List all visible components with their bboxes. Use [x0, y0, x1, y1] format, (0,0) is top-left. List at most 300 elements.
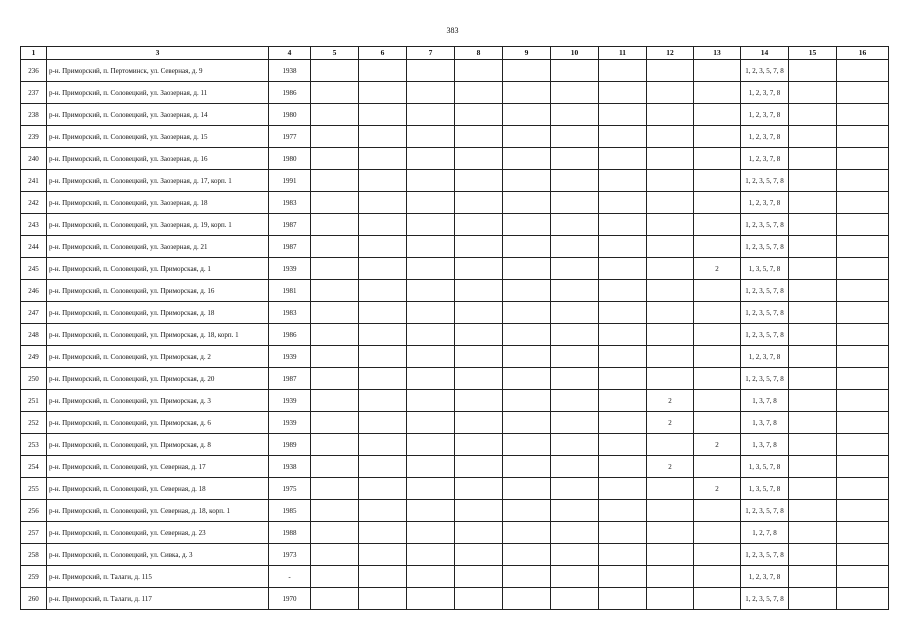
table-cell [789, 258, 837, 280]
table-cell [789, 148, 837, 170]
table-cell [789, 280, 837, 302]
table-cell [837, 258, 889, 280]
table-cell [599, 214, 647, 236]
table-cell [599, 390, 647, 412]
table-row [21, 412, 889, 434]
table-row [21, 456, 889, 478]
table-cell [551, 456, 599, 478]
table-cell: 1987 [269, 368, 311, 390]
table-cell [551, 500, 599, 522]
table-cell: 1, 3, 7, 8 [741, 390, 789, 412]
table-row [21, 566, 889, 588]
table-cell [311, 82, 359, 104]
table-cell [407, 412, 455, 434]
table-cell [837, 82, 889, 104]
table-cell [551, 544, 599, 566]
column-header: 3 [47, 47, 269, 60]
table-cell [789, 324, 837, 346]
table-cell [647, 522, 694, 544]
table-cell [455, 412, 503, 434]
table-cell [837, 500, 889, 522]
table-cell: 1977 [269, 126, 311, 148]
table-cell [837, 522, 889, 544]
table-cell [647, 148, 694, 170]
table-cell [455, 588, 503, 610]
table-cell: 246 [21, 280, 47, 302]
table-cell [311, 280, 359, 302]
table-cell: 1, 3, 7, 8 [741, 434, 789, 456]
table-cell [455, 236, 503, 258]
table-cell: 253 [21, 434, 47, 456]
table-cell [694, 170, 741, 192]
table-cell [551, 148, 599, 170]
table-cell [694, 148, 741, 170]
table-row [21, 368, 889, 390]
table-cell [551, 192, 599, 214]
table-cell [599, 60, 647, 82]
table-row [21, 522, 889, 544]
table-cell [455, 368, 503, 390]
table-cell [789, 588, 837, 610]
table-cell [599, 258, 647, 280]
table-cell [837, 236, 889, 258]
column-header: 14 [741, 47, 789, 60]
table-cell [455, 522, 503, 544]
table-cell: 1939 [269, 346, 311, 368]
table-cell [407, 368, 455, 390]
table-cell [407, 60, 455, 82]
column-header: 13 [694, 47, 741, 60]
table-cell [599, 104, 647, 126]
table-cell: 1, 2, 3, 5, 7, 8 [741, 170, 789, 192]
table-cell: 241 [21, 170, 47, 192]
table-cell: 1986 [269, 82, 311, 104]
table-cell [311, 544, 359, 566]
table-cell [359, 258, 407, 280]
table-cell [599, 434, 647, 456]
table-cell: 1, 2, 3, 5, 7, 8 [741, 60, 789, 82]
table-cell [789, 390, 837, 412]
table-cell [503, 346, 551, 368]
table-row [21, 346, 889, 368]
table-cell: 249 [21, 346, 47, 368]
table-cell: р-н. Приморский, п. Соловецкий, ул. Приморская, д. 2 [47, 346, 269, 368]
table-cell [503, 456, 551, 478]
table-cell [407, 434, 455, 456]
table-cell [837, 544, 889, 566]
table-cell: 255 [21, 478, 47, 500]
table-cell [599, 346, 647, 368]
table-cell: р-н. Приморский, п. Соловецкий, ул. Приморская, д. 6 [47, 412, 269, 434]
table-cell [407, 170, 455, 192]
table-cell: 1, 2, 3, 5, 7, 8 [741, 368, 789, 390]
table-cell: 1983 [269, 192, 311, 214]
table-cell: 236 [21, 60, 47, 82]
table-cell [551, 346, 599, 368]
table-cell [455, 104, 503, 126]
table-cell: р-н. Приморский, п. Соловецкий, ул. Приморская, д. 18 [47, 302, 269, 324]
table-cell [647, 126, 694, 148]
table-cell: 1980 [269, 104, 311, 126]
table-cell [551, 368, 599, 390]
table-cell [407, 82, 455, 104]
table-cell [599, 324, 647, 346]
table-cell: 1988 [269, 522, 311, 544]
table-row [21, 104, 889, 126]
table-cell [455, 82, 503, 104]
table-cell: 1, 2, 3, 5, 7, 8 [741, 302, 789, 324]
table-cell [837, 214, 889, 236]
table-cell [551, 522, 599, 544]
table-row [21, 258, 889, 280]
table-cell [407, 522, 455, 544]
table-cell [694, 302, 741, 324]
table-cell [789, 126, 837, 148]
table-cell [647, 192, 694, 214]
table-cell: 1, 2, 3, 7, 8 [741, 126, 789, 148]
table-cell: 1, 2, 3, 5, 7, 8 [741, 544, 789, 566]
column-header: 12 [647, 47, 694, 60]
table-cell: 1973 [269, 544, 311, 566]
table-cell: 1980 [269, 148, 311, 170]
table-cell: р-н. Приморский, п. Соловецкий, ул. Приморская, д. 8 [47, 434, 269, 456]
table-cell [789, 214, 837, 236]
table-cell [455, 478, 503, 500]
table-cell [311, 104, 359, 126]
table-cell: 254 [21, 456, 47, 478]
table-cell [551, 104, 599, 126]
table-cell [503, 522, 551, 544]
table-cell [599, 544, 647, 566]
table-cell [599, 456, 647, 478]
table-cell: 1987 [269, 236, 311, 258]
table-cell [407, 126, 455, 148]
table-cell: р-н. Приморский, п. Соловецкий, ул. Северная, д. 17 [47, 456, 269, 478]
table-cell: 1985 [269, 500, 311, 522]
table-cell [311, 500, 359, 522]
table-cell [311, 434, 359, 456]
table-cell: 250 [21, 368, 47, 390]
table-row [21, 192, 889, 214]
table-cell [694, 346, 741, 368]
table-cell [311, 126, 359, 148]
table-cell [551, 258, 599, 280]
table-cell [599, 412, 647, 434]
table-cell: 1, 3, 5, 7, 8 [741, 478, 789, 500]
table-cell: 1939 [269, 258, 311, 280]
table-cell [789, 192, 837, 214]
table-cell: р-н. Приморский, п. Талаги, д. 117 [47, 588, 269, 610]
table-row [21, 588, 889, 610]
table-cell [311, 192, 359, 214]
table-cell [647, 346, 694, 368]
table-cell [407, 566, 455, 588]
table-cell [789, 478, 837, 500]
table-cell: 1, 2, 3, 7, 8 [741, 148, 789, 170]
table-cell [359, 104, 407, 126]
table-cell [837, 170, 889, 192]
column-header: 7 [407, 47, 455, 60]
table-cell: 2 [694, 258, 741, 280]
column-header: 15 [789, 47, 837, 60]
table-cell [311, 456, 359, 478]
table-cell: 238 [21, 104, 47, 126]
table-cell: - [269, 566, 311, 588]
table-cell [647, 566, 694, 588]
table-cell [694, 82, 741, 104]
table-cell [311, 566, 359, 588]
table-cell [407, 280, 455, 302]
table-cell: р-н. Приморский, п. Пертоминск, ул. Северная, д. 9 [47, 60, 269, 82]
column-header: 9 [503, 47, 551, 60]
table-cell [789, 302, 837, 324]
table-cell [837, 588, 889, 610]
table-row [21, 434, 889, 456]
table-cell [551, 82, 599, 104]
table-cell [837, 324, 889, 346]
table-cell [359, 412, 407, 434]
table-cell: 1, 3, 7, 8 [741, 412, 789, 434]
table-cell [837, 104, 889, 126]
table-cell [359, 346, 407, 368]
table-cell: р-н. Приморский, п. Соловецкий, ул. Заозерная, д. 19, корп. 1 [47, 214, 269, 236]
table-cell [551, 478, 599, 500]
table-cell [359, 280, 407, 302]
table-cell [694, 500, 741, 522]
table-cell [455, 500, 503, 522]
table-cell: р-н. Приморский, п. Соловецкий, ул. Северная, д. 23 [47, 522, 269, 544]
table-cell [789, 170, 837, 192]
table-cell [694, 390, 741, 412]
table-row [21, 500, 889, 522]
table-cell [407, 236, 455, 258]
table-cell [455, 192, 503, 214]
table-cell [789, 566, 837, 588]
table-cell [359, 60, 407, 82]
table-cell: р-н. Приморский, п. Соловецкий, ул. Заозерная, д. 17, корп. 1 [47, 170, 269, 192]
table-cell: 251 [21, 390, 47, 412]
table-cell [551, 60, 599, 82]
table-cell [837, 478, 889, 500]
table-cell [503, 60, 551, 82]
table-cell [789, 522, 837, 544]
table-cell [311, 522, 359, 544]
table-cell [503, 82, 551, 104]
table-cell [599, 522, 647, 544]
table-cell [694, 60, 741, 82]
table-cell [551, 324, 599, 346]
table-cell [503, 566, 551, 588]
table-cell [359, 214, 407, 236]
table-row [21, 324, 889, 346]
table-cell: 1975 [269, 478, 311, 500]
table-cell [503, 412, 551, 434]
table-cell: 1991 [269, 170, 311, 192]
table-cell [694, 588, 741, 610]
table-cell [789, 368, 837, 390]
data-table [20, 46, 889, 610]
table-cell [503, 324, 551, 346]
table-cell [789, 456, 837, 478]
table-cell [837, 456, 889, 478]
table-cell [647, 170, 694, 192]
table-cell [599, 280, 647, 302]
table-row [21, 214, 889, 236]
table-cell [694, 214, 741, 236]
table-cell [551, 412, 599, 434]
table-cell [694, 522, 741, 544]
table-cell [311, 148, 359, 170]
table-cell [789, 346, 837, 368]
table-cell [503, 302, 551, 324]
table-row [21, 302, 889, 324]
table-cell [647, 60, 694, 82]
table-cell [407, 192, 455, 214]
table-cell [647, 104, 694, 126]
table-cell [455, 346, 503, 368]
table-cell [359, 170, 407, 192]
table-cell [407, 302, 455, 324]
table-cell [647, 324, 694, 346]
table-cell [503, 148, 551, 170]
table-cell [311, 170, 359, 192]
table-cell: 1, 3, 5, 7, 8 [741, 456, 789, 478]
table-cell [551, 280, 599, 302]
table-cell [789, 412, 837, 434]
table-cell [359, 192, 407, 214]
table-cell [837, 192, 889, 214]
table-cell: 1938 [269, 60, 311, 82]
table-cell: 252 [21, 412, 47, 434]
table-cell: 2 [694, 434, 741, 456]
column-header: 16 [837, 47, 889, 60]
table-cell [359, 566, 407, 588]
column-header: 8 [455, 47, 503, 60]
table-cell [789, 82, 837, 104]
table-cell [503, 170, 551, 192]
table-cell: 1939 [269, 412, 311, 434]
table-cell [503, 126, 551, 148]
table-cell [503, 280, 551, 302]
table-cell: 1987 [269, 214, 311, 236]
table-cell [647, 588, 694, 610]
table-cell: р-н. Приморский, п. Соловецкий, ул. Заозерная, д. 14 [47, 104, 269, 126]
table-cell: 1989 [269, 434, 311, 456]
table-cell [311, 368, 359, 390]
table-cell [694, 192, 741, 214]
page-number: 383 [446, 26, 459, 35]
table-cell [407, 478, 455, 500]
table-cell [647, 214, 694, 236]
table-cell [455, 544, 503, 566]
table-cell: р-н. Приморский, п. Соловецкий, ул. Заозерная, д. 18 [47, 192, 269, 214]
table-cell [837, 368, 889, 390]
table-cell [694, 236, 741, 258]
table-cell [647, 500, 694, 522]
table-cell [503, 192, 551, 214]
table-cell [311, 258, 359, 280]
table-cell: р-н. Приморский, п. Соловецкий, ул. Заозерная, д. 21 [47, 236, 269, 258]
table-cell: р-н. Приморский, п. Соловецкий, ул. Приморская, д. 18, корп. 1 [47, 324, 269, 346]
table-cell [359, 390, 407, 412]
table-cell [455, 434, 503, 456]
table-cell: 2 [647, 412, 694, 434]
table-cell: 260 [21, 588, 47, 610]
table-cell [359, 368, 407, 390]
table-cell: р-н. Приморский, п. Соловецкий, ул. Приморская, д. 20 [47, 368, 269, 390]
table-cell [359, 302, 407, 324]
table-cell: р-н. Приморский, п. Соловецкий, ул. Приморская, д. 3 [47, 390, 269, 412]
table-cell [647, 236, 694, 258]
table-cell [311, 412, 359, 434]
table-cell: 1, 2, 7, 8 [741, 522, 789, 544]
table-cell [599, 302, 647, 324]
table-cell [599, 236, 647, 258]
table-cell [789, 236, 837, 258]
table-cell: 259 [21, 566, 47, 588]
table-body [21, 60, 889, 610]
table-cell [837, 126, 889, 148]
table-cell [837, 302, 889, 324]
table-cell [455, 60, 503, 82]
table-row [21, 390, 889, 412]
header-row [21, 47, 889, 60]
table-cell [503, 588, 551, 610]
table-row [21, 82, 889, 104]
table-cell [599, 500, 647, 522]
table-cell [551, 302, 599, 324]
table-cell [455, 258, 503, 280]
table-cell: 2 [694, 478, 741, 500]
table-cell: 1, 2, 3, 7, 8 [741, 82, 789, 104]
table-cell [503, 236, 551, 258]
table-cell: 242 [21, 192, 47, 214]
table-cell [311, 236, 359, 258]
column-header: 5 [311, 47, 359, 60]
table-cell [503, 434, 551, 456]
table-cell [599, 148, 647, 170]
table-cell [359, 324, 407, 346]
table-cell: 1983 [269, 302, 311, 324]
table-cell [503, 500, 551, 522]
table-cell [311, 588, 359, 610]
table-cell [599, 478, 647, 500]
table-cell [837, 412, 889, 434]
table-cell: 1938 [269, 456, 311, 478]
table-cell [837, 280, 889, 302]
table-cell [503, 544, 551, 566]
table-cell [694, 324, 741, 346]
table-cell: 244 [21, 236, 47, 258]
table-cell [455, 324, 503, 346]
table-row [21, 544, 889, 566]
table-cell [647, 478, 694, 500]
table-cell [599, 126, 647, 148]
table-cell [837, 566, 889, 588]
table-cell: 1, 2, 3, 5, 7, 8 [741, 324, 789, 346]
table-row [21, 126, 889, 148]
table-cell [599, 192, 647, 214]
table-cell [694, 412, 741, 434]
table-cell [599, 170, 647, 192]
table-cell: 237 [21, 82, 47, 104]
table-cell: 1981 [269, 280, 311, 302]
table-cell: 258 [21, 544, 47, 566]
table-cell [694, 126, 741, 148]
table-cell: 247 [21, 302, 47, 324]
table-cell [359, 236, 407, 258]
table-cell [551, 126, 599, 148]
